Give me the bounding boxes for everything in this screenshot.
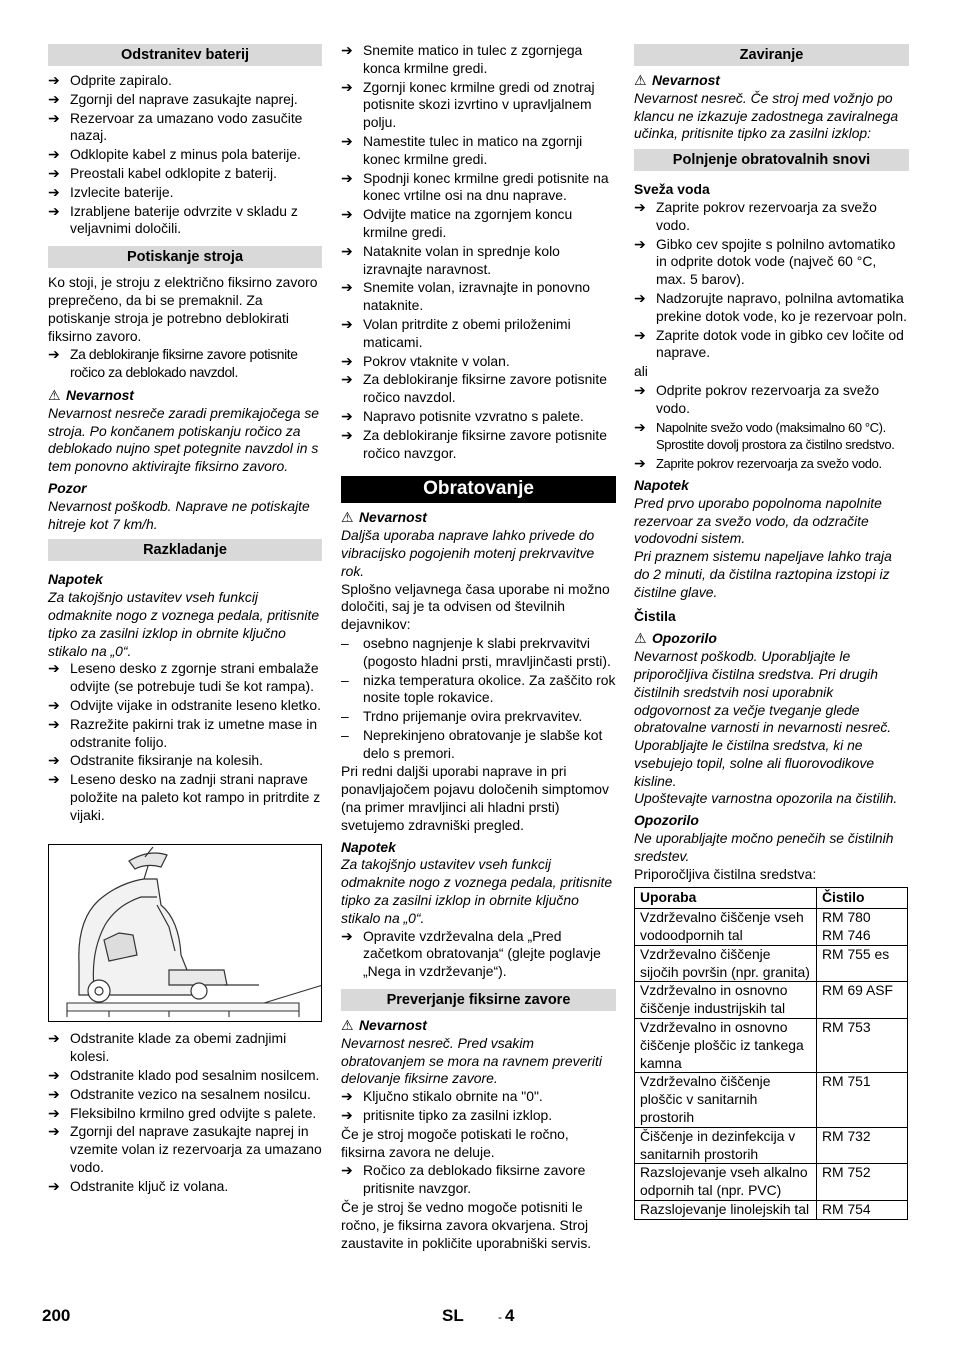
detergent-cell: RM 754: [817, 1201, 908, 1220]
instruction-step: [48, 72, 322, 90]
detergent-cell: RM 752: [817, 1164, 908, 1201]
arrow-icon: ➔: [48, 202, 60, 219]
step-text: Za deblokiranje fiksirne zavore potisnite ročico navzdol.: [363, 371, 607, 406]
arrow-icon: ➔: [48, 1030, 60, 1047]
warning-triangle-icon: ⚠: [341, 509, 354, 526]
dash-list-item: [341, 672, 616, 708]
warning-heading: [634, 630, 909, 648]
arrow-icon: ➔: [634, 235, 646, 252]
table-row: [635, 1073, 908, 1127]
instruction-step: [341, 408, 616, 426]
step-text: Nadzorujte napravo, polnilna avtomatika prekine dotok vode, ko je rezervoar poln.: [656, 289, 907, 324]
column-2: [341, 42, 616, 1253]
instruction-step: [48, 697, 322, 715]
brake-check-steps: [341, 1088, 616, 1125]
step-text: pritisnite tipko za zasilni izklop.: [363, 1107, 553, 1124]
instruction-step: [341, 133, 616, 169]
arrow-icon: ➔: [48, 1085, 60, 1102]
instruction-step: [634, 236, 909, 289]
note-text-2: Pri praznem sistemu napeljave lahko traja do 2 minuti, da čistilna raztopina izstopi iz čistilne glave.: [634, 548, 892, 600]
arrow-icon: ➔: [48, 1104, 60, 1121]
caution-text: Ne uporabljajte močno penečih se čistilnih sredstev.: [634, 830, 894, 864]
warning-triangle-icon: ⚠: [48, 386, 61, 403]
step-text: Odprite zapiralo.: [70, 72, 172, 88]
warning-triangle-icon: ⚠: [634, 630, 647, 647]
instruction-step: [341, 1088, 616, 1106]
arrow-icon: ➔: [48, 146, 60, 163]
note-title: Napotek: [634, 476, 689, 493]
instruction-step: [48, 752, 322, 770]
arrow-icon: ➔: [634, 455, 646, 472]
arrow-icon: ➔: [341, 1088, 353, 1105]
warning-text: Nevarnost nesreč. Pred vsakim obratovanjem se mora na ravnem preveriti delovanje fiksirne zavore.: [341, 1034, 602, 1087]
warning-text-1: Nevarnost poškodb. Uporabljajte le priporočljiva čistilna sredstva. Pri drugih čistilnih sredstvih nosi uporabnik odgovornost za večje tveganje glede obratovalne varnosti in nevarnosti nesreč.: [634, 648, 892, 736]
table-row: [635, 982, 908, 1019]
section-title-battery-removal: Odstranitev baterij: [48, 44, 322, 66]
step-text: Leseno desko na zadnji strani naprave položite na paleto kot rampo in pritrdite z vijaki.: [70, 771, 321, 823]
arrow-icon: ➔: [341, 426, 353, 443]
step-text: Pokrov vtaknite v volan.: [363, 352, 510, 369]
column-1: [48, 42, 322, 1197]
brake-paragraph: Če je stroj mogoče potiskati le ročno, fiksirna zavora ne deluje.: [341, 1125, 569, 1160]
pushing-paragraph: Ko stoji, je stroju z električno fiksirno zavoro preprečeno, da bi se premaknil. Za potiskanje stroja je potrebno deblokirati fiksirno zavoro.: [48, 274, 318, 344]
brake-defect-paragraph: Če je stroj še vedno mogoče potisniti le ročno, je fiksirna zavora okvarjena. Stroj zaustavite in pokličite uporabniški servis.: [341, 1199, 592, 1251]
dash-list-item: [341, 708, 616, 726]
arrow-icon: ➔: [48, 752, 60, 769]
warning-text: Nevarnost nesreče zaradi premikajočega se stroja. Po končanem potiskanju ročico za deblokado nujno spet potegnite navzdol in s tem ponovno aktivirajte fiksirno zavoro.: [48, 404, 320, 475]
usage-time-paragraph: Splošno veljavnega časa uporabe ni možno določiti, saj je ta odvisen od številnih dejavnikov:: [341, 580, 610, 633]
subheading-detergents: Čistila: [634, 607, 676, 624]
warning-text-3: Upoštevajte varnostna opozorila na čistilih.: [634, 790, 898, 807]
step-text: Zgornji del naprave zasukajte naprej in vzemite volan iz rezervoarja za umazano vodo.: [70, 1123, 322, 1176]
detergent-cell: RM 755 es: [817, 945, 908, 982]
warning-heading: [341, 1017, 616, 1035]
subheading-fresh-water: Sveža voda: [634, 181, 710, 198]
warning-title: Nevarnost: [652, 72, 720, 88]
step-text: Napravo potisnite vzvratno s palete.: [363, 407, 584, 424]
instruction-step: [341, 279, 616, 315]
warning-title: Nevarnost: [66, 386, 134, 403]
step-text: Razrežite pakirni trak iz umetne mase in odstranite folijo.: [70, 715, 318, 750]
usage-cell: Vzdrževalno in osnovno čiščenje industrijskih tal: [635, 982, 817, 1019]
close-lid-step: [634, 455, 909, 473]
step-text: Izrabljene baterije odvrzite v skladu z veljavnimi določili.: [70, 202, 298, 237]
instruction-step: [341, 316, 616, 352]
section-title-unloading: Razkladanje: [48, 539, 322, 561]
detergent-cell: RM 780 RM 746: [817, 909, 908, 946]
instruction-step: [341, 427, 616, 463]
arrow-icon: ➔: [48, 1177, 60, 1194]
arrow-icon: ➔: [634, 326, 646, 343]
arrow-icon: ➔: [48, 715, 60, 732]
caution-title: Pozor: [48, 479, 87, 496]
arrow-icon: ➔: [341, 206, 353, 223]
factor-list: [341, 635, 616, 763]
step-text: Za deblokiranje fiksirne zavore potisnite ročico navzgor.: [363, 426, 607, 461]
maintenance-step: [341, 928, 616, 981]
brake-step: [341, 1162, 616, 1198]
step-text: Odstranite ključ iz volana.: [70, 1177, 229, 1194]
table-row: [635, 909, 908, 946]
column-3: [634, 42, 909, 1220]
table-row: [635, 945, 908, 982]
instruction-step: [48, 1086, 322, 1104]
medical-check-paragraph: Pri redni daljši uporabi naprave in pri ponavljajočem pojavu določenih simptomov (na primer mravljinci ali hladni prsti) svetujemo zdravniški pregled.: [341, 763, 609, 833]
step-text: Napolnite svežo vodo (maksimalno 60 °C). Sprostite dovolj prostora za čistilno sredstvo.: [656, 419, 895, 453]
warning-title: Nevarnost: [359, 509, 427, 526]
step-text: Snemite volan, izravnajte in ponovno nataknite.: [363, 279, 591, 314]
header-usage: Uporaba: [635, 888, 817, 909]
note-title: Napotek: [48, 571, 103, 588]
usage-cell: Vzdrževalno in osnovno čiščenje ploščic iz tankega kamna: [635, 1019, 817, 1073]
step-text: Odstranite klado pod sesalnim nosilcem.: [70, 1067, 320, 1084]
instruction-step: [341, 170, 616, 206]
or-label: ali: [634, 363, 648, 380]
step-text: Fleksibilno krmilno gred odvijte s palete.: [70, 1104, 317, 1121]
note-title: Napotek: [341, 838, 396, 855]
step-text: Odvijte matice na zgornjem koncu krmilne gredi.: [363, 206, 573, 240]
table-row: [635, 1201, 908, 1220]
usage-cell: Vzdrževalno čiščenje sijočih površin (npr. granita): [635, 945, 817, 982]
section-title-braking: Zaviranje: [634, 44, 909, 66]
section-title-filling: Polnjenje obratovalnih snovi: [634, 149, 909, 171]
fresh-water-steps-b: [634, 382, 909, 418]
table-row: [635, 1019, 908, 1073]
step-text: Nataknite volan in sprednje kolo izravnajte naravnost.: [363, 242, 560, 277]
instruction-step: [341, 371, 616, 407]
instruction-step: [48, 91, 322, 109]
pushing-step: [48, 346, 322, 382]
instruction-step: [634, 199, 909, 235]
section-number-value: 4: [505, 1306, 515, 1325]
instruction-step: [341, 1107, 616, 1125]
warning-heading: [341, 509, 616, 527]
instruction-step: [48, 1178, 322, 1196]
step-text: osebno nagnjenje k slabi prekrvavitvi (pogosto hladni prsti, mravljinčasti prsti).: [363, 634, 611, 669]
step-text: Ročico za deblokado fiksirne zavore pritisnite navzgor.: [363, 1162, 586, 1197]
note-text: Za takojšnjo ustavitev vseh funkcij odmaknite nogo z voznega pedala, pritisnite tipko za zasilni izklop in obrnite ključno stikalo na „0“.: [341, 856, 613, 926]
dash-bullet: –: [341, 634, 349, 651]
fill-step: [634, 419, 909, 455]
step-text: Ključno stikalo obrnite na "0".: [363, 1088, 543, 1105]
arrow-icon: ➔: [341, 279, 353, 296]
usage-cell: Razslojevanje vseh alkalno odpornih tal (npr. PVC): [635, 1164, 817, 1201]
warning-text: Nevarnost nesreč. Če stroj med vožnjo po klancu ne izkazuje zadostnega zaviralnega učinka, pritisnite tipko za zasilni izklop:: [634, 89, 899, 142]
step-text: Rezervoar za umazano vodo zasučite nazaj.: [70, 109, 303, 144]
step-text: Odstranite klade za obemi zadnjimi kolesi.: [70, 1030, 287, 1065]
step-text: Leseno desko z zgornje strani embalaže odvijte (se potrebuje tudi še kot rampa).: [70, 660, 319, 695]
dash-bullet: –: [341, 708, 349, 725]
usage-cell: Čiščenje in dezinfekcija v sanitarnih prostorih: [635, 1127, 817, 1164]
table-header-row: [635, 888, 908, 909]
warning-heading: [634, 72, 909, 90]
section-title-pushing: Potiskanje stroja: [48, 246, 322, 268]
header-detergent: Čistilo: [817, 888, 908, 909]
arrow-icon: ➔: [341, 315, 353, 332]
instruction-step: [48, 110, 322, 146]
step-text: Volan pritrdite z obemi priloženimi maticami.: [363, 315, 571, 350]
arrow-icon: ➔: [48, 660, 60, 677]
detergent-table: [634, 887, 908, 1219]
arrow-icon: ➔: [341, 132, 353, 149]
warning-title: Opozorilo: [652, 630, 717, 647]
instruction-step: [341, 243, 616, 279]
step-text: Preostali kabel odklopite z baterij.: [70, 164, 277, 181]
table-body: [635, 909, 908, 1220]
arrow-icon: ➔: [48, 696, 60, 713]
instruction-step: [48, 184, 322, 202]
instruction-step: [48, 1030, 322, 1066]
warning-triangle-icon: ⚠: [341, 1017, 354, 1034]
step-text: nizka temperatura okolice. Za zaščito rok nosite tople rokavice.: [363, 671, 616, 706]
fresh-water-steps: [634, 199, 909, 362]
instruction-step: [48, 771, 322, 824]
instruction-step: [341, 353, 616, 371]
battery-steps: [48, 72, 322, 238]
machine-on-pallet-illustration: [48, 844, 322, 1022]
table-row: [635, 1127, 908, 1164]
section-number: [498, 1307, 514, 1327]
step-text: Odprite pokrov rezervoarja za svežo vodo.: [656, 381, 880, 416]
arrow-icon: ➔: [48, 771, 60, 788]
arrow-icon: ➔: [48, 90, 60, 107]
instruction-step: [634, 327, 909, 363]
step-text: Neprekinjeno obratovanje je slabše kot delo s premori.: [363, 726, 603, 761]
arrow-icon: ➔: [341, 1107, 353, 1124]
unloading-steps-b: [48, 1030, 322, 1195]
usage-cell: Vzdrževalno čiščenje ploščic v sanitarnih prostorih: [635, 1073, 817, 1127]
step-text: Zaprite pokrov rezervoarja za svežo vodo.: [656, 456, 882, 472]
arrow-icon: ➔: [48, 109, 60, 126]
dash-list-item: [341, 635, 616, 671]
arrow-icon: ➔: [341, 242, 353, 259]
step-text: Spodnji konec krmilne gredi potisnite na konec vrtilne osi na dnu naprave.: [363, 169, 609, 204]
usage-cell: Razslojevanje linolejskih tal: [635, 1201, 817, 1220]
instruction-step: [48, 165, 322, 183]
instruction-step: [634, 382, 909, 418]
section-title-brake-check: Preverjanje fiksirne zavore: [341, 989, 616, 1011]
instruction-step: [341, 42, 616, 78]
note-text: Za takojšnjo ustavitev vseh funkcij odmaknite nogo z voznega pedala, pritisnite tipko za zasilni izklop in obrnite ključno stikalo na „0“.: [48, 589, 320, 659]
page-number: 200: [42, 1306, 71, 1325]
arrow-icon: ➔: [48, 1067, 60, 1084]
caution-text: Nevarnost poškodb. Naprave ne potiskajte hitreje kot 7 km/h.: [48, 497, 310, 532]
step-text: Snemite matico in tulec z zgornjega konca krmilne gredi.: [363, 42, 583, 76]
step-text: Zaprite pokrov rezervoarja za svežo vodo.: [656, 198, 877, 233]
instruction-step: [48, 660, 322, 696]
instruction-step: [341, 206, 616, 242]
instruction-step: [48, 1105, 322, 1123]
warning-text-2: Uporabljajte le čistilna sredstva, ki ne vsebujejo topil, solne ali fluorovodikove kisline.: [634, 737, 875, 789]
arrow-icon: ➔: [634, 289, 646, 306]
note-text-1: Pred prvo uporabo popolnoma napolnite rezervoar za svežo vodo, da odzračite vodovodni sistem.: [634, 494, 882, 547]
dash-bullet: –: [341, 726, 349, 743]
arrow-icon: ➔: [341, 78, 353, 95]
warning-text: Daljša uporaba naprave lahko privede do vibracijsko pogojenih motenj prekrvavitve rok.: [341, 527, 595, 579]
arrow-icon: ➔: [341, 1162, 353, 1179]
detergent-cell: RM 732: [817, 1127, 908, 1164]
table-row: [635, 1164, 908, 1201]
section-dash: -: [498, 1310, 502, 1324]
step-text: Opravite vzdrževalna dela „Pred začetkom obratovanja“ (glejte poglavje „Nega in vzdrževanje“).: [363, 927, 601, 980]
detergent-cell: RM 751: [817, 1073, 908, 1127]
instruction-step: [48, 146, 322, 164]
arrow-icon: ➔: [341, 407, 353, 424]
step-text: Odvijte vijake in odstranite leseno kletko.: [70, 696, 321, 713]
instruction-step: [48, 1067, 322, 1085]
instruction-step: [341, 79, 616, 132]
detergent-cell: RM 753: [817, 1019, 908, 1073]
assembly-steps: [341, 42, 616, 462]
warning-title: Nevarnost: [359, 1017, 427, 1034]
instruction-step: [48, 716, 322, 752]
recommended-detergents-label: Priporočljiva čistilna sredstva:: [634, 865, 817, 882]
step-text: Namestite tulec in matico na zgornji konec krmilne gredi.: [363, 132, 583, 167]
warning-triangle-icon: ⚠: [634, 72, 647, 88]
warning-heading: [48, 387, 322, 405]
arrow-icon: ➔: [48, 183, 60, 200]
arrow-icon: ➔: [48, 1123, 60, 1140]
unloading-steps-a: [48, 660, 322, 824]
arrow-icon: ➔: [48, 164, 60, 181]
step-text: Zaprite dotok vode in gibko cev ločite od naprave.: [656, 326, 904, 361]
step-text: Odklopite kabel z minus pola baterije.: [70, 146, 301, 163]
instruction-step: [48, 1123, 322, 1176]
step-text: Odstranite fiksiranje na kolesih.: [70, 752, 264, 769]
arrow-icon: ➔: [341, 169, 353, 186]
step-text: Zgornji del naprave zasukajte naprej.: [70, 90, 298, 107]
step-text: Izvlecite baterije.: [70, 183, 174, 200]
arrow-icon: ➔: [48, 72, 60, 88]
dash-bullet: –: [341, 671, 349, 688]
step-text: Odstranite vezico na sesalnem nosilcu.: [70, 1085, 311, 1102]
dash-list-item: [341, 727, 616, 763]
step-text: Za deblokiranje fiksirne zavore potisnite ročico za deblokado navzdol.: [70, 346, 298, 381]
arrow-icon: ➔: [634, 381, 646, 398]
arrow-icon: ➔: [341, 42, 353, 58]
detergent-cell: RM 69 ASF: [817, 982, 908, 1019]
instruction-step: [634, 290, 909, 326]
step-text: Trdno prijemanje ovira prekrvavitev.: [363, 708, 583, 725]
usage-cell: Vzdrževalno čiščenje vseh vodoodpornih tal: [635, 909, 817, 946]
caution-title: Opozorilo: [634, 812, 699, 829]
arrow-icon: ➔: [341, 352, 353, 369]
language-code: SL: [442, 1306, 464, 1325]
chapter-title-operation: Obratovanje: [341, 476, 616, 503]
arrow-icon: ➔: [634, 198, 646, 215]
step-text: Gibko cev spojite s polnilno avtomatiko in odprite dotok vode (največ 60 °C, max. 5 barov).: [656, 235, 896, 288]
arrow-icon: ➔: [341, 927, 353, 944]
arrow-icon: ➔: [341, 371, 353, 388]
instruction-step: [48, 203, 322, 239]
arrow-icon: ➔: [634, 418, 646, 435]
step-text: Zgornji konec krmilne gredi od znotraj potisnite skozi izvrtino v upravljalnem polju.: [363, 78, 595, 131]
arrow-icon: ➔: [48, 346, 60, 363]
scrubber-machine-drawing: [49, 845, 322, 1022]
